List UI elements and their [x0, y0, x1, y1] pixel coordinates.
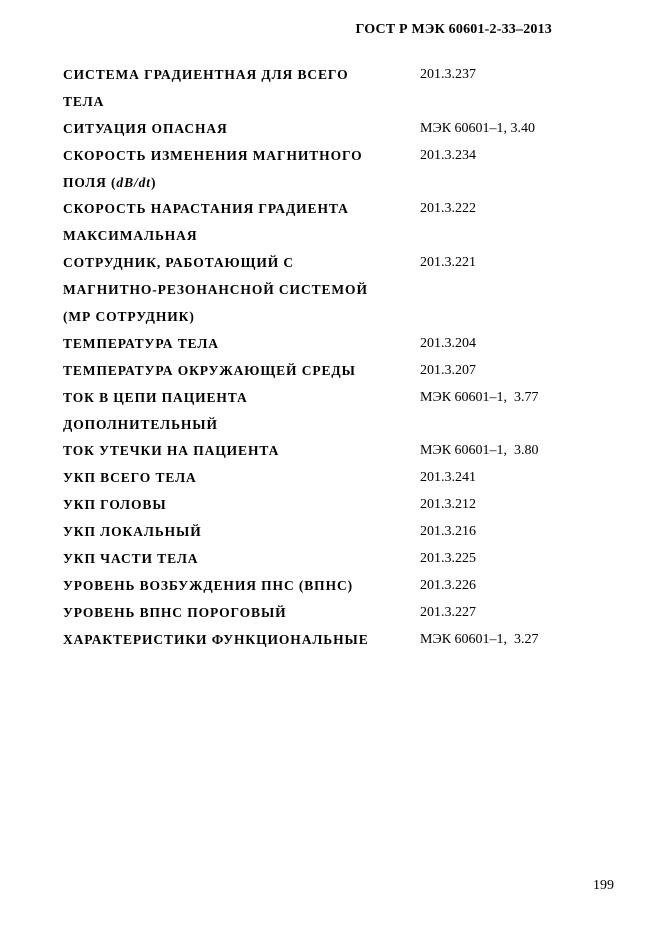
- index-reference: 201.3.207: [420, 362, 476, 378]
- term-line: УКП ВСЕГО ТЕЛА: [63, 470, 197, 486]
- term-line: ХАРАКТЕРИСТИКИ ФУНКЦИОНАЛЬНЫЕ: [63, 631, 369, 647]
- index-term: [63, 465, 420, 492]
- index-reference: 201.3.237: [420, 67, 476, 82]
- index-entry: [63, 385, 583, 439]
- page-number: 199: [593, 878, 614, 893]
- index-reference: 201.3.227: [420, 604, 476, 620]
- index-term: [63, 62, 420, 116]
- index-entry: [63, 519, 583, 546]
- term-line: СИТУАЦИЯ ОПАСНАЯ: [63, 120, 228, 136]
- index-entry: [63, 250, 583, 331]
- index-entry: [63, 62, 583, 116]
- term-line: ТОК В ЦЕПИ ПАЦИЕНТА: [63, 389, 248, 405]
- term-line: СИСТЕМА ГРАДИЕНТНАЯ ДЛЯ ВСЕГО: [63, 67, 349, 82]
- index-entry: [63, 331, 583, 358]
- index-entry: [63, 438, 583, 465]
- index-reference: 201.3.222: [420, 201, 476, 217]
- term-line: (МР СОТРУДНИК): [63, 309, 195, 325]
- term-line: ДОПОЛНИТЕЛЬНЫЙ: [63, 416, 218, 432]
- term-line: ТЕМПЕРАТУРА ОКРУЖАЮЩЕЙ СРЕДЫ: [63, 362, 356, 378]
- index-term: [63, 438, 420, 465]
- index-reference: 201.3.225: [420, 551, 476, 567]
- index-reference: МЭК 60601–1, 3.27: [420, 631, 539, 647]
- term-line: СКОРОСТЬ ИЗМЕНЕНИЯ МАГНИТНОГО: [63, 147, 363, 163]
- term-line: ПОЛЯ (dB/dt): [63, 174, 157, 190]
- index-term: [63, 385, 420, 439]
- index-term: [63, 600, 420, 627]
- term-line: УКП ЧАСТИ ТЕЛА: [63, 551, 199, 567]
- index-reference: 201.3.226: [420, 577, 476, 593]
- term-line: СКОРОСТЬ НАРАСТАНИЯ ГРАДИЕНТА: [63, 201, 349, 217]
- index-entry: [63, 546, 583, 573]
- index-entry: [63, 627, 583, 654]
- index-reference: 201.3.241: [420, 470, 476, 486]
- index-entry: [63, 492, 583, 519]
- term-line: УКП ЛОКАЛЬНЫЙ: [63, 524, 202, 540]
- index-reference: МЭК 60601–1, 3.40: [420, 120, 536, 136]
- term-line: ТЕЛА: [63, 93, 105, 109]
- index-term: [63, 196, 420, 250]
- index-entry: [63, 196, 583, 250]
- index-entry: [63, 116, 583, 143]
- index-entry: [63, 573, 583, 600]
- term-line: ТОК УТЕЧКИ НА ПАЦИЕНТА: [63, 443, 280, 459]
- index-term: [63, 546, 420, 573]
- index-term: [63, 116, 420, 143]
- index-entry: [63, 600, 583, 627]
- index-term: [63, 331, 420, 358]
- term-line: УРОВЕНЬ ВПНС ПОРОГОВЫЙ: [63, 604, 287, 620]
- index-reference: 201.3.216: [420, 524, 476, 540]
- index-reference: МЭК 60601–1, 3.77: [420, 389, 539, 405]
- index-term: [63, 358, 420, 385]
- index-reference: 201.3.204: [420, 335, 476, 351]
- term-line: МАКСИМАЛЬНАЯ: [63, 228, 198, 244]
- index-term: [63, 143, 420, 197]
- index-term: [63, 492, 420, 519]
- term-line: МАГНИТНО-РЕЗОНАНСНОЙ СИСТЕМОЙ: [63, 282, 368, 298]
- index-entry: [63, 465, 583, 492]
- index-term: [63, 573, 420, 600]
- term-line: СОТРУДНИК, РАБОТАЮЩИЙ С: [63, 255, 295, 271]
- index-reference: 201.3.221: [420, 255, 476, 271]
- index-entry: [63, 358, 583, 385]
- index-entry: [63, 143, 583, 197]
- index-reference: 201.3.212: [420, 497, 476, 513]
- index-reference: 201.3.234: [420, 147, 476, 163]
- index-term: [63, 627, 420, 654]
- term-line: УКП ГОЛОВЫ: [63, 497, 167, 513]
- term-line: УРОВЕНЬ ВОЗБУЖДЕНИЯ ПНС (ВПНС): [63, 577, 354, 593]
- term-index-list: [63, 62, 583, 654]
- index-term: [63, 250, 420, 331]
- index-term: [63, 519, 420, 546]
- index-reference: МЭК 60601–1, 3.80: [420, 443, 539, 459]
- term-line: ТЕМПЕРАТУРА ТЕЛА: [63, 335, 219, 351]
- document-header: ГОСТ Р МЭК 60601-2-33–2013: [355, 22, 552, 37]
